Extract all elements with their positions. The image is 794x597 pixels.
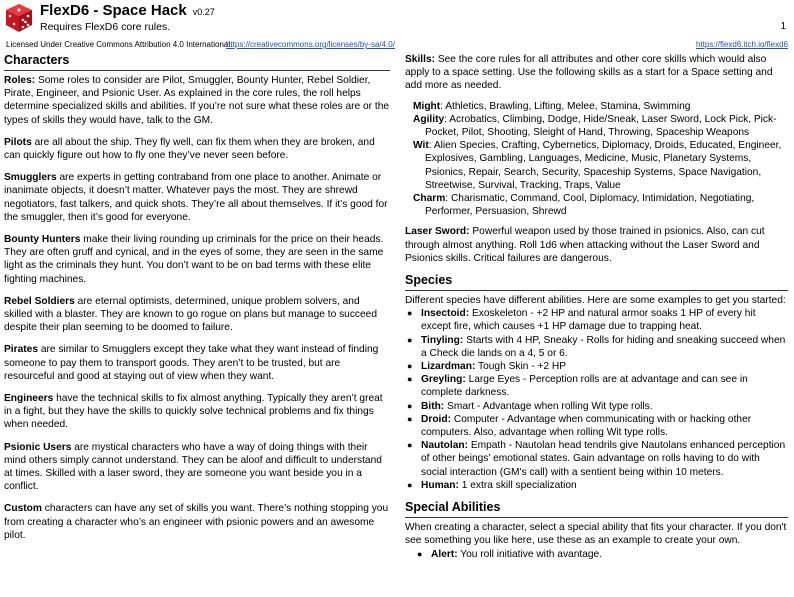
version-label: v0.27 [192, 7, 215, 17]
species-list [405, 307, 788, 492]
rebel-soldiers-paragraph: Rebel Soldiers are eternal optimists, determined, unique problem solvers, and skilled with a blaster. They are known to go rogue on plans but manage to succeed despite their plan seeming to be doomed to failure. [4, 295, 378, 334]
skill-charm: Charm: Charismatic, Command, Cool, Diplomacy, Intimidation, Negotiating, Performer, Persuasion, Shrewd [413, 193, 755, 218]
species-heading: Species [405, 273, 788, 291]
license-text: Licensed Under Creative Commons Attribution 4.0 International. [6, 40, 233, 49]
list-item: ● Tinyling: Starts with 4 HP, Sneaky - Rolls for hiding and sneaking succeed when a Check die lands on a 4, 5 or 6. [405, 334, 788, 360]
skill-wit: Wit: Alien Species, Crafting, Cybernetics, Diplomacy, Droids, Educated, Engineer, Explosives, Gambling, Languages, Medicine, Music, Planetary Systems, Psionics, Repair, Search, Security, Spaceship Systems, Space Navigation, Streetwise, Survival, Tracking, Traps, Value [413, 140, 782, 191]
page-number: 1 [780, 21, 786, 32]
custom-paragraph: Custom characters can have any set of skills you want. There’s nothing stopping you from creating a character who’s an engineer with psionic powers and an awesome pilot. [4, 503, 389, 541]
license-row [6, 40, 788, 52]
special-abilities-intro: When creating a character, select a special ability that fits your character. If you don't see something you like here, use these as an example to create your own. [405, 522, 787, 547]
characters-heading: Characters [4, 53, 390, 71]
list-item: ● Droid: Computer - Advantage when communicating with or hacking other computers. Also, advantage when rolling Wit type rolls. [405, 413, 788, 439]
list-item: ● Human: 1 extra skill specialization [405, 479, 788, 492]
list-item: ● Alert: You roll initiative with avantage. [415, 548, 788, 561]
roles-paragraph: Roles: Some roles to consider are Pilot, Smuggler, Bounty Hunter, Rebel Soldier, Pirate, Engineer, and Psionic User. As explained in the core rules, the roll helps determine specialized skills and abilities. If you’re not sure what these roles are or the types of skills they would have, talk to the GM. [4, 75, 390, 126]
smugglers-paragraph: Smugglers are experts in getting contraband from one place to another. Animate or inanimate objects, it doesn’t matter. Whatever pays the most. They are shrewd negotiators, fast talkers, and quick shots. They’re all about themselves. If it’s good for the smuggler, then it’s good for everyone. [4, 172, 388, 223]
page-header [0, 0, 794, 52]
engineers-paragraph: Engineers have the technical skills to fix almost anything. Typically they aren’t great in a fight, but they have the skills to quickly solve technical problems and fix things when needed. [4, 393, 383, 431]
skill-might: Might: Athletics, Brawling, Lifting, Melee, Stamina, Swimming [413, 100, 691, 112]
pilots-paragraph: Pilots are all about the ship. They fly well, can fix them when they are broken, and can quickly figure out how to fly one they’ve never seen before. [4, 136, 375, 162]
license-link[interactable]: https://creativecommons.org/licenses/by-sa/4.0/ [226, 40, 395, 49]
skills-intro: Skills: See the core rules for all attributes and other core skills which would also apply to a space setting. Use the following skills as a start for a Space setting and add more as needed. [405, 54, 773, 92]
right-column [405, 53, 788, 561]
bounty-hunters-paragraph: Bounty Hunters make their living rounding up criminals for the price on their heads. They are often gruff and cynical, and in the eyes of some, they are seen in the same light as the criminals they hunt. You don’t want to be on bad terms with these elite fighting machines. [4, 234, 384, 285]
list-item: ● Bith: Smart - Advantage when rolling Wit type rolls. [405, 400, 788, 413]
laser-sword-paragraph: Laser Sword: Powerful weapon used by those trained in psionics. Also, can cut through almost anything. Roll 1d6 when attacking without the Laser Sword and Psionics skills. Critical failures are dangerous. [405, 226, 765, 264]
document-title: FlexD6 - Space Hack v0.27 [40, 2, 215, 19]
dice-icon [4, 3, 34, 33]
skill-agility: Agility: Acrobatics, Climbing, Dodge, Hide/Sneak, Laser Sword, Lock Pick, Pick-Pocket, Pilot, Shooting, Sleight of Hand, Throwing, Spaceship Weapons [413, 113, 777, 139]
list-item: ● Greyling: Large Eyes - Perception rolls are at advantage and can see in complete darkness. [405, 373, 788, 399]
pirates-paragraph: Pirates are similar to Smugglers except they take what they want instead of finding someone to pay them to transport goods. They aren’t to be trusted, but are resourceful and good at staying out of view when they want. [4, 344, 379, 382]
psionic-users-paragraph: Psionic Users are mystical characters who have a way of doing things with their mind others simply cannot understand. They can be aloof and difficult to understand at times. Skilled with a laser sword, they are someone you want beside you in a conflict. [4, 441, 382, 493]
site-link[interactable]: https://flexd6.itch.io/flexd6 [695, 40, 788, 49]
special-abilities-list [405, 548, 788, 561]
list-item: ● Nautolan: Empath - Nautolan head tendrils give Nautolans enhanced perception of other beings’ emotional states. Gain advantage on rolls having to do with social interaction (GM's call) with a sentient being within 10 meters. [405, 439, 788, 479]
species-intro: Different species have different abilities. Here are some examples to get you started: [405, 295, 786, 307]
skills-list [413, 100, 788, 219]
special-abilities-heading: Special Abilities [405, 500, 788, 518]
subtitle: Requires FlexD6 core rules. [40, 21, 171, 33]
left-column [4, 53, 390, 551]
list-item: ● Insectoid: Exoskeleton - +2 HP and natural armor soaks 1 HP of every hit except fire, which causes +1 HP damage due to trapping heat. [405, 307, 788, 333]
list-item: ● Lizardman: Tough Skin - +2 HP [405, 360, 788, 373]
